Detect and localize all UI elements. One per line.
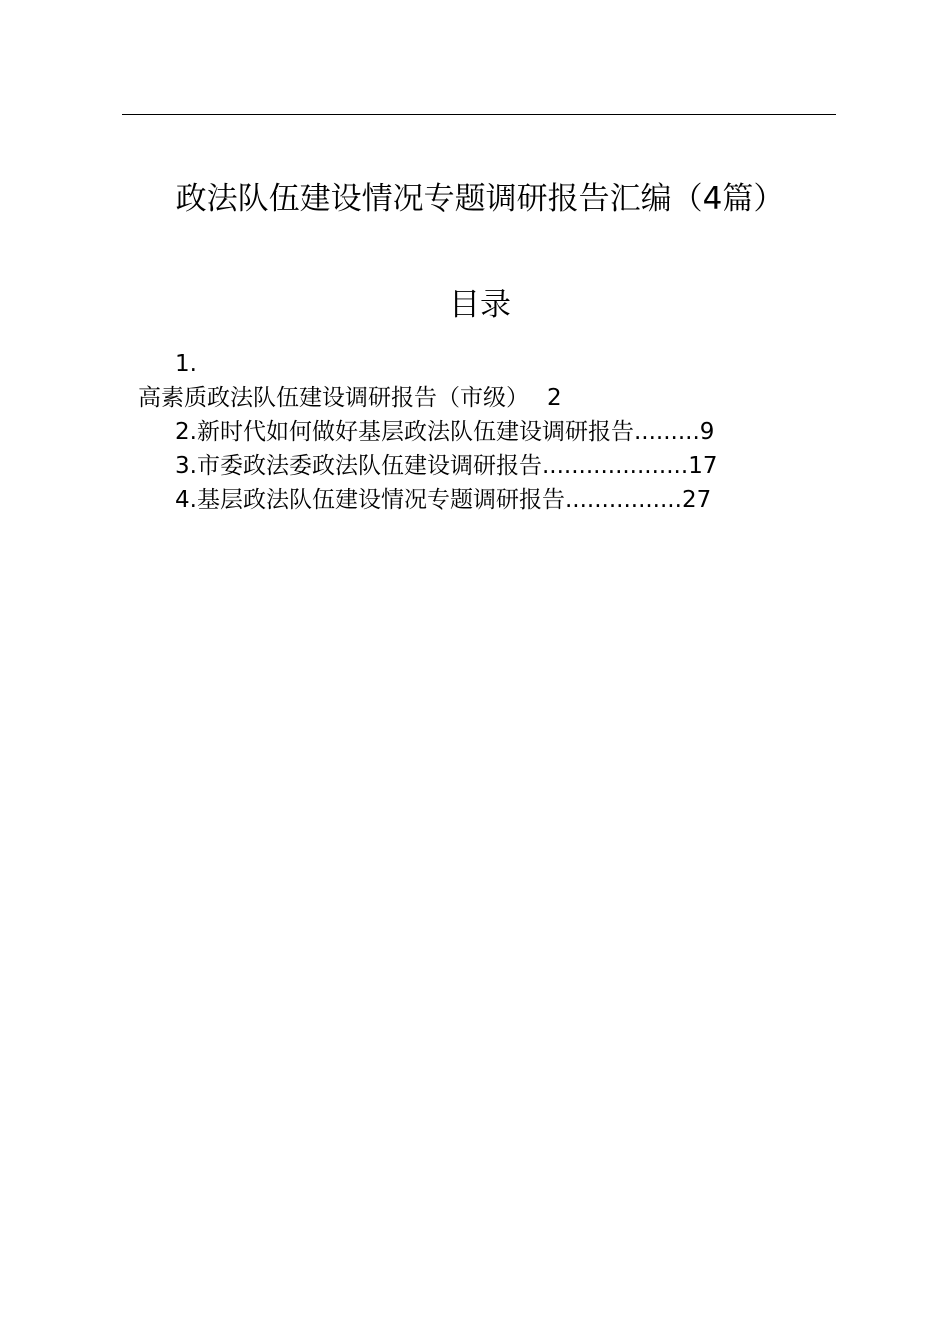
toc-entry-2[interactable] [138,415,838,449]
toc-entry-number: 1. [175,351,197,377]
toc-entry-text: 2.新时代如何做好基层政法队伍建设调研报告 [175,419,634,445]
toc-entry-3[interactable] [138,449,838,483]
document-title: 政法队伍建设情况专题调研报告汇编（4篇） [175,181,785,217]
header-rule [122,114,836,115]
toc-entry-leader: ................ [564,487,682,513]
toc-entry-4[interactable] [138,483,838,517]
toc-entry-1[interactable] [138,381,838,415]
toc-entry-text: 3.市委政法委政法队伍建设调研报告 [175,453,542,479]
toc-entry-leader: .................... [541,453,689,479]
toc-entry-text: 4.基层政法队伍建设情况专题调研报告 [175,487,565,513]
toc-entry-page: 27 [681,487,712,513]
toc-entry-leader: ......... [633,419,700,445]
toc-entry-page: 2 [547,385,562,411]
toc-entry-page: 17 [688,453,718,479]
toc-heading: 目录 [449,287,511,323]
toc-entry-page: 9 [699,419,715,445]
toc-entry-1-number[interactable] [138,347,838,381]
table-of-contents [138,347,838,517]
toc-entry-text: 高素质政法队伍建设调研报告（市级） [138,385,529,411]
